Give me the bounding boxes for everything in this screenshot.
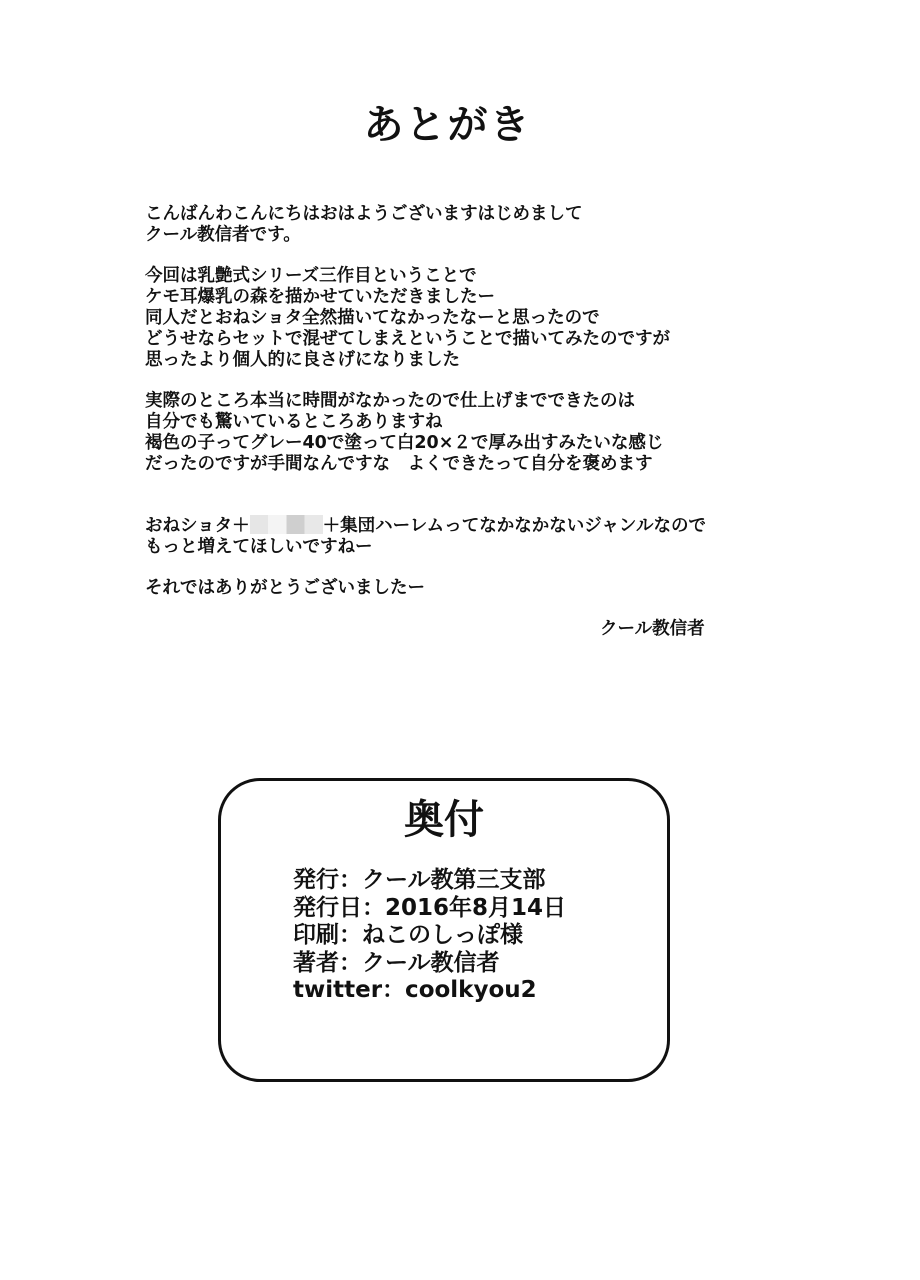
closing-line: それではありがとうございましたー [145, 578, 425, 598]
colophon-title: 奥付 [404, 797, 484, 843]
afterword-title: あとがき [363, 102, 532, 148]
text-line: ケモ耳爆乳の森を描かせていただきましたー [145, 287, 495, 307]
censored-line [145, 515, 905, 537]
text-line: どうせならセットで混ぜてしまえということで描いてみたのですが [145, 329, 670, 349]
colophon-twitter: twitter：coolkyou2 [293, 977, 537, 1004]
text-line: 今回は乳艶式シリーズ三作目ということで [145, 266, 477, 286]
colophon-list [293, 867, 667, 1005]
colophon-box [218, 778, 670, 1082]
text-line: もっと増えてほしいですねー [145, 537, 373, 557]
mosaic-censor [250, 515, 323, 534]
text-line: クール教信者です。 [145, 225, 301, 245]
text-line: こんばんわこんにちはおはようございますはじめまして [145, 204, 583, 224]
signature: クール教信者 [600, 619, 705, 639]
text-line: 実際のところ本当に時間がなかったので仕上げまでできたのは [145, 391, 635, 411]
colophon-publisher: 発行：クール教第三支部 [293, 867, 546, 893]
censored-line-before: おねショタ＋ [145, 516, 250, 536]
colophon-printer: 印刷：ねこのしっぽ様 [293, 922, 523, 949]
colophon-author: 著者：クール教信者 [293, 949, 500, 976]
afterword-body [145, 204, 905, 640]
text-line: 思ったより個人的に良さげになりました [145, 350, 460, 370]
text-line: 同人だとおねショタ全然描いてなかったなーと思ったので [145, 308, 600, 328]
text-line: だったのですが手間なんですな よくできたって自分を褒めます [145, 454, 653, 474]
colophon-date: 発行日：2016年8月14日 [293, 894, 567, 921]
text-line: 自分でも驚いているところありますね [145, 412, 443, 432]
text-line: 褐色の子ってグレー40で塗って白20×２で厚み出すみたいな感じ [145, 433, 664, 453]
censored-line-after: ＋集団ハーレムってなかなかないジャンルなので [322, 516, 706, 536]
